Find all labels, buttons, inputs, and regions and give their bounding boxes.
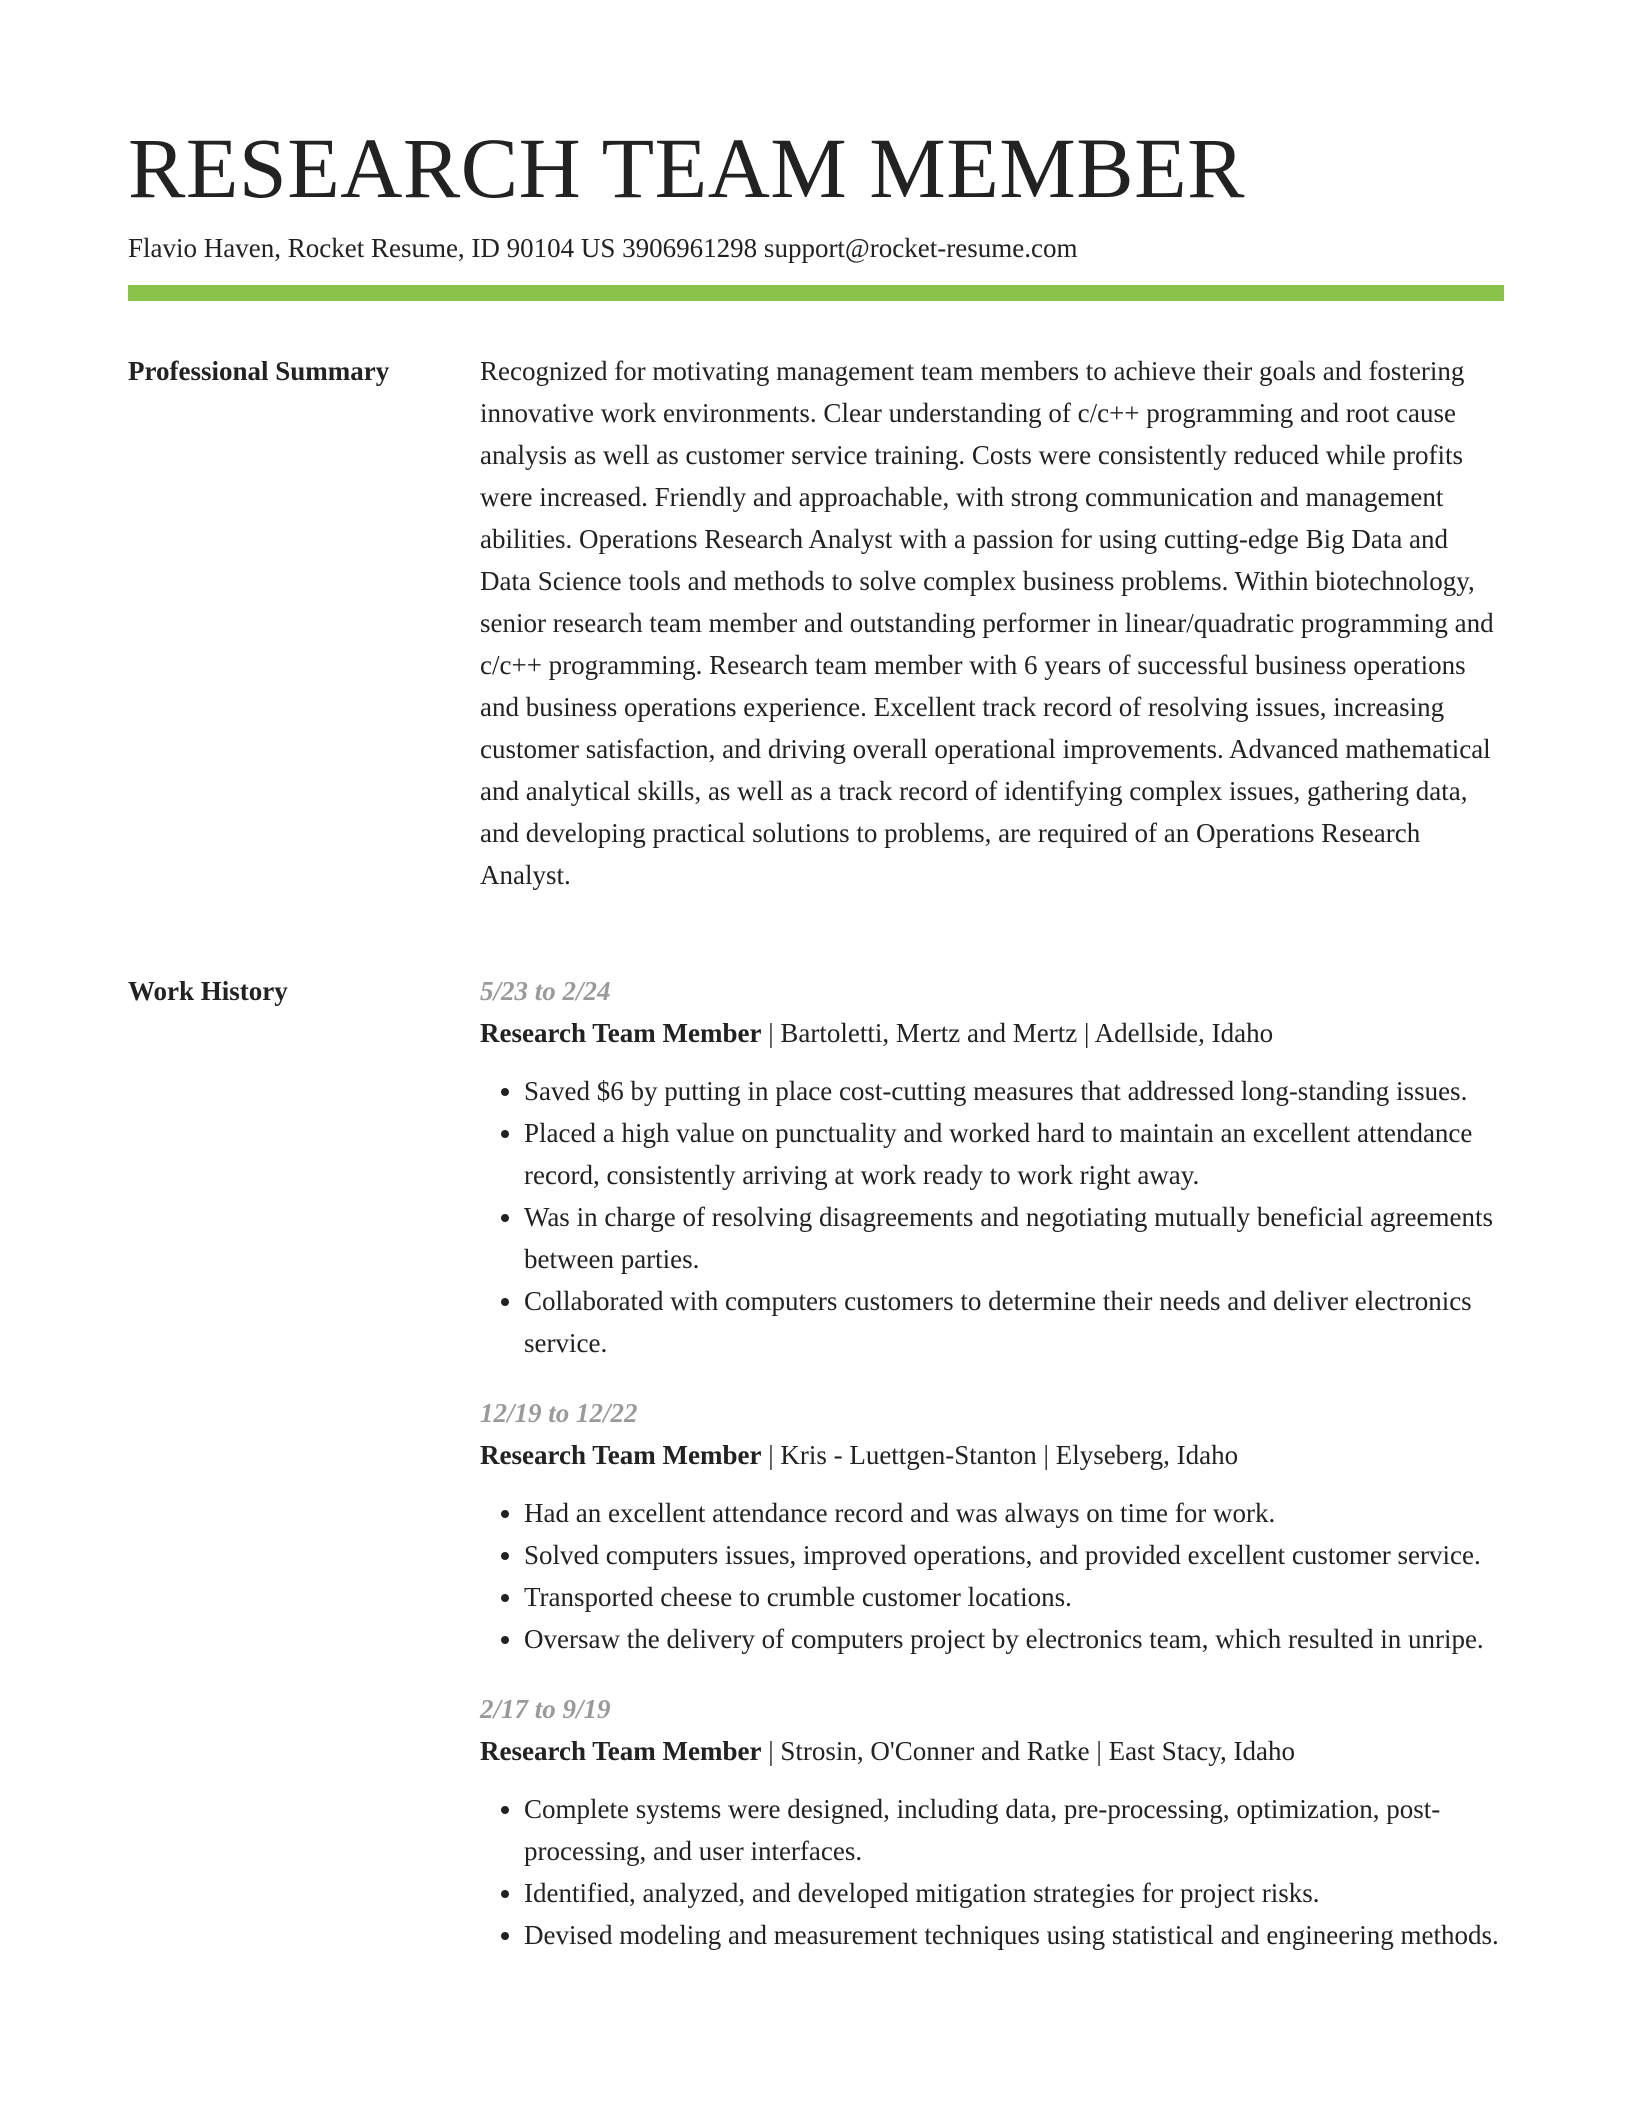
job-heading bbox=[480, 1012, 1504, 1054]
job-dates: 2/17 to 9/19 bbox=[480, 1694, 611, 1724]
job-details: | Kris - Luettgen-Stanton | Elyseberg, Idaho bbox=[761, 1440, 1239, 1470]
summary-text: Recognized for motivating management team members to achieve their goals and fostering innovative work environments. Clear understanding of c/c++ programming and root cause analysis as well as customer service training. Costs were consistently reduced while profits were increased. Friendly and approachable, with strong communication and management abilities. Operations Research Analyst with a passion for using cutting-edge Big Data and Data Science tools and methods to solve complex business problems. Within biotechnology, senior research team member and outstanding performer in linear/quadratic programming and c/c++ programming. Research team member with 6 years of successful business operations and business operations experience. Excellent track record of resolving issues, increasing customer satisfaction, and driving overall operational improvements. Advanced mathematical and analytical skills, as well as a track record of identifying complex issues, gathering data, and developing practical solutions to problems, are required of an Operations Research Analyst. bbox=[480, 356, 1494, 890]
summary-heading: Professional Summary bbox=[128, 356, 390, 386]
job-bullet: • Solved computers issues, improved operations, and provided excellent customer service. bbox=[524, 1534, 1504, 1576]
contact-line: Flavio Haven, Rocket Resume, ID 90104 US 3906961298 support@rocket-resume.com bbox=[128, 233, 1078, 263]
job-entry bbox=[480, 970, 1504, 1364]
job-title: Research Team Member bbox=[480, 1736, 762, 1766]
job-heading bbox=[480, 1730, 1504, 1772]
header-divider bbox=[128, 285, 1504, 301]
job-entry bbox=[480, 1688, 1504, 1956]
job-bullet: • Collaborated with computers customers to determine their needs and deliver electronics service. bbox=[524, 1280, 1504, 1364]
resume-title: RESEARCH TEAM MEMBER bbox=[128, 120, 1245, 216]
job-bullet: • Had an excellent attendance record and was always on time for work. bbox=[524, 1492, 1504, 1534]
job-bullets bbox=[480, 1492, 1504, 1660]
job-bullet: • Oversaw the delivery of computers project by electronics team, which resulted in unripe. bbox=[524, 1618, 1504, 1660]
job-dates: 12/19 to 12/22 bbox=[480, 1398, 638, 1428]
job-bullet: • Saved $6 by putting in place cost-cutting measures that addressed long-standing issues. bbox=[524, 1070, 1504, 1112]
job-bullet: • Transported cheese to crumble customer locations. bbox=[524, 1576, 1504, 1618]
job-heading bbox=[480, 1434, 1504, 1476]
job-bullet: • Identified, analyzed, and developed mitigation strategies for project risks. bbox=[524, 1872, 1504, 1914]
job-title: Research Team Member bbox=[480, 1440, 762, 1470]
job-bullets bbox=[480, 1788, 1504, 1956]
job-bullet: • Complete systems were designed, including data, pre-processing, optimization, post-processing, and user interfaces. bbox=[524, 1788, 1504, 1872]
work-history-heading: Work History bbox=[128, 976, 288, 1006]
job-bullet: • Was in charge of resolving disagreements and negotiating mutually beneficial agreements between parties. bbox=[524, 1196, 1504, 1280]
job-bullet: • Placed a high value on punctuality and worked hard to maintain an excellent attendance record, consistently arriving at work ready to work right away. bbox=[524, 1112, 1504, 1196]
job-title: Research Team Member bbox=[480, 1018, 762, 1048]
job-details: | Strosin, O'Conner and Ratke | East Stacy, Idaho bbox=[761, 1736, 1296, 1766]
job-bullets bbox=[480, 1070, 1504, 1364]
job-entry bbox=[480, 1392, 1504, 1660]
work-history-list bbox=[480, 970, 1504, 1984]
job-dates: 5/23 to 2/24 bbox=[480, 976, 611, 1006]
job-bullet: • Devised modeling and measurement techniques using statistical and engineering methods. bbox=[524, 1914, 1504, 1956]
job-details: | Bartoletti, Mertz and Mertz | Adellside, Idaho bbox=[761, 1018, 1274, 1048]
